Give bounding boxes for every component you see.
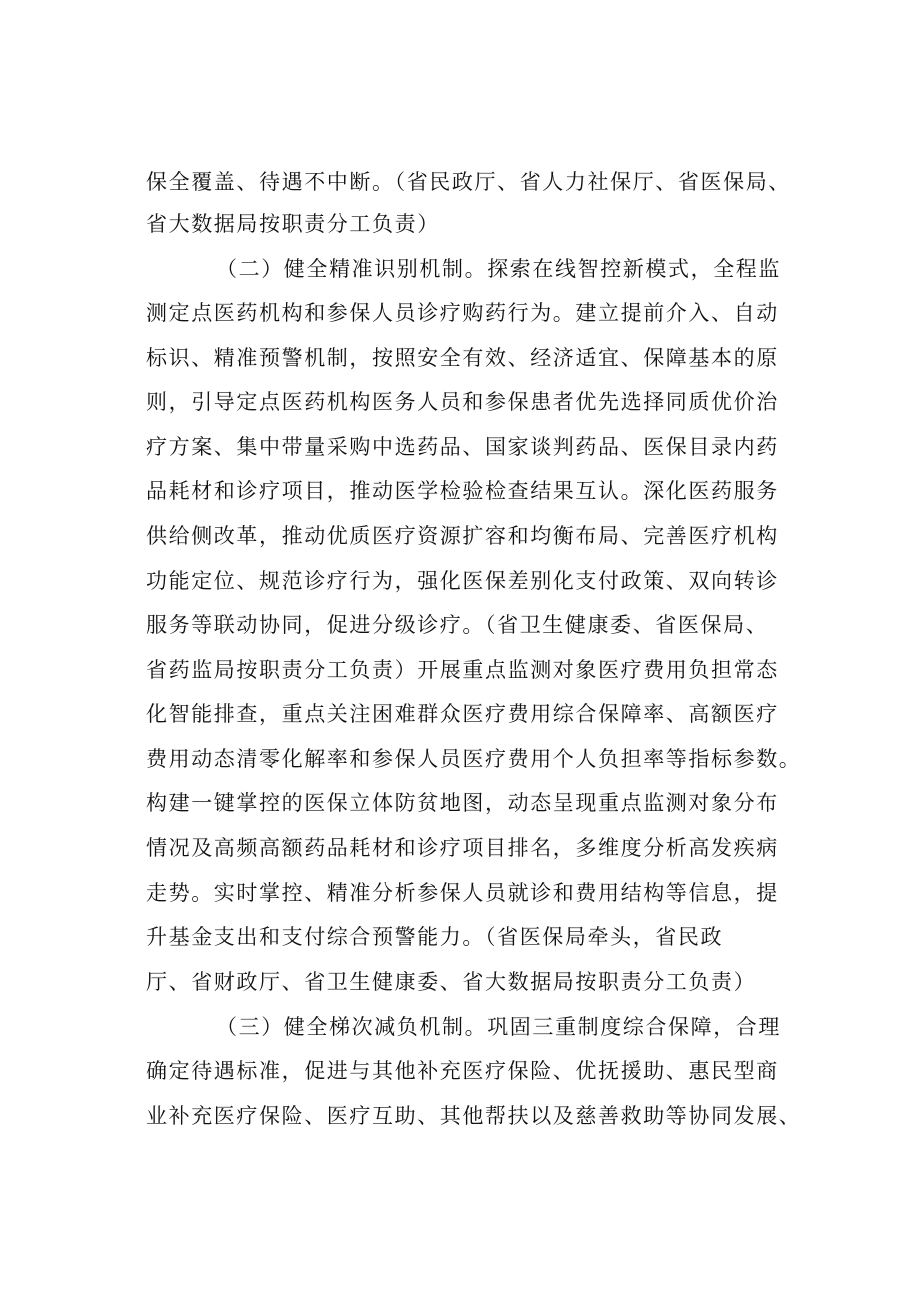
text-line: 省药监局按职责分工负责）开展重点监测对象医疗费用负担常态 xyxy=(146,658,779,682)
text-line: 走势。实时掌控、精准分析参保人员就诊和费用结构等信息，提 xyxy=(146,881,779,905)
text-line: 业补充医疗保险、医疗互助、其他帮扶以及慈善救助等协同发展、 xyxy=(146,1104,802,1128)
text-line: 省大数据局按职责分工负责） xyxy=(146,212,440,236)
section-heading-line: （三）健全梯次减负机制。巩固三重制度综合保障，合理 xyxy=(216,1015,781,1039)
text-line: 费用动态清零化解率和参保人员医疗费用个人负担率等指标参数。 xyxy=(146,747,802,771)
text-line: 测定点医药机构和参保人员诊疗购药行为。建立提前介入、自动 xyxy=(146,301,779,325)
text-line: 确定待遇标准，促进与其他补充医疗保险、优抚援助、惠民型商 xyxy=(146,1059,779,1083)
text-line: 保全覆盖、待遇不中断。（省民政厅、省人力社保厅、省医保局、 xyxy=(146,170,791,194)
text-line: 构建一键掌控的医保立体防贫地图，动态呈现重点监测对象分布 xyxy=(146,791,779,815)
text-line: 则，引导定点医药机构医务人员和参保患者优先选择同质优价治 xyxy=(146,390,779,414)
text-line: 疗方案、集中带量采购中选药品、国家谈判药品、医保目录内药 xyxy=(146,435,779,459)
text-line: 功能定位、规范诊疗行为，强化医保差别化支付政策、双向转诊 xyxy=(146,569,779,593)
text-line: 供给侧改革，推动优质医疗资源扩容和均衡布局、完善医疗机构 xyxy=(146,524,779,548)
text-line: 升基金支出和支付综合预警能力。（省医保局牵头，省民政 xyxy=(146,925,724,949)
text-line: 化智能排查，重点关注困难群众医疗费用综合保障率、高额医疗 xyxy=(146,702,779,726)
text-line: 厅、省财政厅、省卫生健康委、省大数据局按职责分工负责） xyxy=(146,970,757,994)
section-heading-line: （二）健全精准识别机制。探索在线智控新模式，全程监 xyxy=(216,257,781,281)
text-line: 服务等联动协同，促进分级诊疗。（省卫生健康委、省医保局、 xyxy=(146,613,769,637)
text-line: 标识、精准预警机制，按照安全有效、经济适宜、保障基本的原 xyxy=(146,346,779,370)
text-line: 情况及高频高额药品耗材和诊疗项目排名，多维度分析高发疾病 xyxy=(146,836,779,860)
text-line: 品耗材和诊疗项目，推动医学检验检查结果互认。深化医药服务 xyxy=(146,479,779,503)
